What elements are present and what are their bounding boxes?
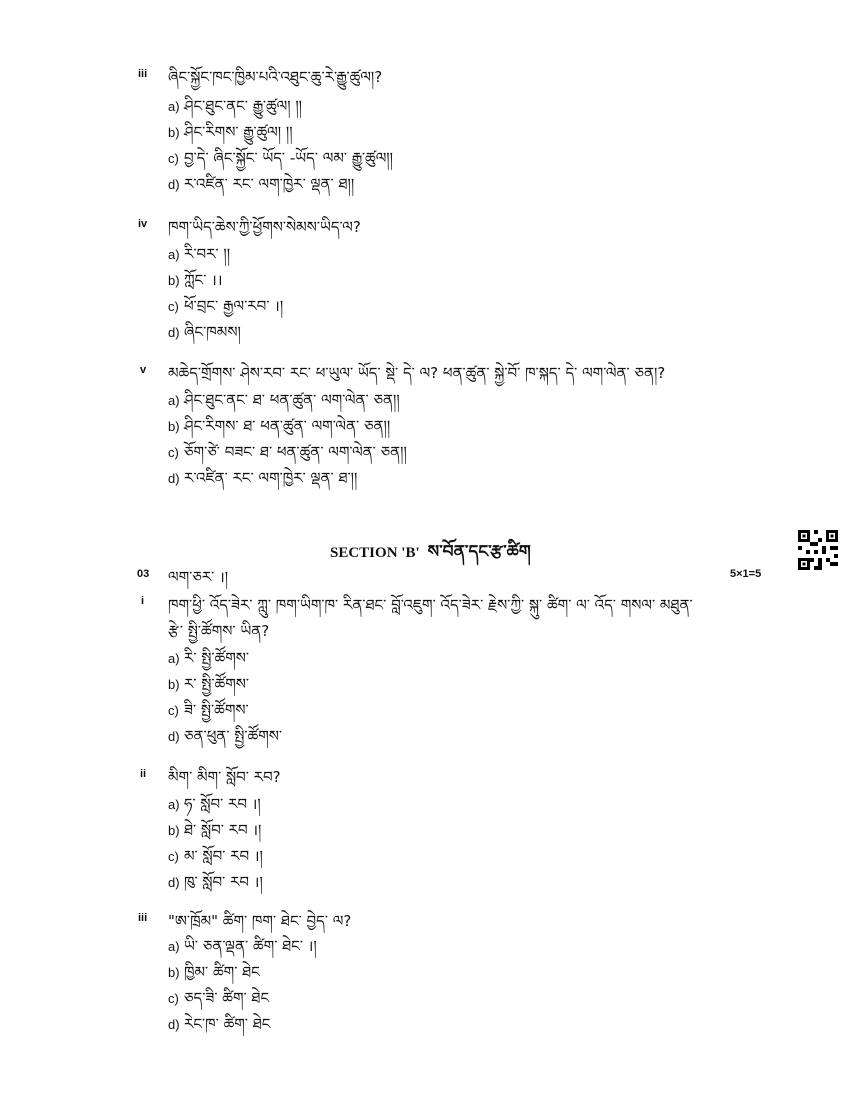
question-number: i: [141, 595, 145, 607]
section-heading: [330, 532, 531, 580]
option-label: d): [168, 177, 180, 192]
option-d: [168, 872, 263, 893]
option-text: ཤིང་རིགས་ ཐ་ ཕན་ཚུན་ ལག་ལེན་ ཅན།།: [184, 417, 391, 435]
question-number: 03: [137, 568, 150, 580]
option-text: རེང་ཁ་ ཚིག་ ཐེང: [184, 1015, 271, 1033]
option-text: ཅོག་ཙེ་ བཟང་ ཐ་ ཕན་ཚུན་ ལག་ལེན་ ཅན།།: [184, 443, 407, 461]
question-stem-continued: རྩེ་ སྤྱི་ཚོགས་ ཡིན?: [168, 622, 270, 640]
option-text: ཅད་ཟི་ ཚིག་ ཐེང: [184, 989, 270, 1007]
option-b: [168, 962, 260, 983]
question-stem: མཆེད་གྲོགས་ ཤེས་རབ་ རང་ ཕ་ཡུལ་ ཡོད་ སྡེ་ དེ་ ལ? ཕན་ཚུན་ སྐྱེ་བོ་ ཁ་སྐད་ དེ་ ལག་ལེན་ ཅན།?: [168, 364, 666, 382]
option-text: ར་འཛིན་ རང་ ལག་ཁྱེར་ ལྡན་ ཐ་།།: [184, 469, 358, 487]
option-b: [168, 674, 249, 695]
option-text: ཟི་ སྤྱི་ཚོགས་: [184, 701, 249, 719]
question-stem: ཁག་ཡིད་ཆེས་ཀྱི་ཕྱོགས་སེམས་ཡིད་ལ?: [168, 218, 361, 236]
option-text: ར་འཛིན་ རང་ ལག་ཁྱེར་ ལྡན་ ཐ།།: [184, 175, 355, 193]
option-c: [168, 296, 283, 317]
option-b: [168, 416, 390, 437]
option-label: d): [168, 325, 180, 340]
option-label: c): [168, 991, 179, 1006]
option-text: ཤིང་ཐུང་ནང་ ཐ་ ཕན་ཚུན་ ལག་ལེན་ ཅན།།: [184, 391, 400, 409]
option-text: ཧ་ སློབ་ རབ ।།: [184, 795, 261, 813]
option-text: ཁུ་ སློབ་ རབ ।།: [184, 873, 263, 891]
option-c: [168, 442, 407, 463]
option-text: ཤིང་ཐུང་ནང་ རྒྱུ་ཚུལ། །།: [184, 97, 303, 115]
option-text: ཞིང་ཁམས།: [184, 323, 241, 341]
option-text: ཀློང་ ।।: [184, 271, 223, 289]
option-b: [168, 122, 293, 143]
option-label: d): [168, 471, 180, 486]
option-d: [168, 1014, 270, 1035]
question-stem: ཁག་ཕྱི་ འོད་ཟེར་ ཀླུ་ ཁག་ཡིག་ཁ་ རིན་ཐང་ བློ་འཇུག་ འོད་ཟེར་ རྗེས་ཀྱི་ སྐུ་ ཚིག་ ལ་ འོད་ གསལ་ མཐུན་: [168, 596, 693, 614]
option-label: c): [168, 151, 179, 166]
option-c: [168, 148, 393, 169]
option-label: d): [168, 729, 180, 744]
option-label: a): [168, 939, 180, 954]
question-number: iii: [138, 912, 148, 924]
option-a: [168, 794, 261, 815]
option-label: b): [168, 273, 180, 288]
option-a: [168, 936, 317, 957]
option-text: རི་ སྤྱི་ཚོགས་: [184, 649, 250, 667]
option-label: c): [168, 703, 179, 718]
option-a: [168, 390, 400, 411]
option-text: ཁྱིམ་ ཚིག་ ཐེང: [184, 963, 260, 981]
option-text: རི་བར་ །།: [184, 245, 231, 263]
option-text: ཕོ་བྲང་ རྒྱལ་རབ་ ।།: [184, 297, 284, 315]
option-label: a): [168, 797, 180, 812]
option-label: b): [168, 965, 180, 980]
section-title: SECTION 'B': [330, 545, 420, 561]
option-d: [168, 726, 282, 747]
option-label: b): [168, 677, 180, 692]
option-text: བྱ་དེ་ ཞིང་སྐྱོང་ ཡོད་ -ཡོད་ ལམ་ རྒྱུ་ཚུལ།།: [184, 149, 393, 167]
option-label: a): [168, 247, 180, 262]
option-text: མ་ སློབ་ རབ ।།: [184, 847, 263, 865]
question-number: v: [140, 364, 147, 376]
question-number: iii: [138, 68, 148, 80]
question-stem: ཞིང་སྐྱོང་ཁང་ཁྱིམ་པའི་འཐུང་ཆུ་རེ་རྒྱུ་ཚུལ།?: [168, 68, 383, 86]
option-d: [168, 174, 354, 195]
option-d: [168, 468, 357, 489]
option-text: ཡི་ ཅན་ལྡན་ ཚིག་ ཐེང་ ।།: [184, 937, 317, 955]
option-c: [168, 988, 269, 1009]
option-label: b): [168, 125, 180, 140]
option-text: ར་ སྤྱི་ཚོགས་: [184, 675, 250, 693]
option-label: c): [168, 299, 179, 314]
section-subtitle: ས་བོན་དང་རྩ་ཚིག: [427, 542, 531, 562]
question-stem: "ཨ་ཁྲོམ" ཚིག་ ཁག་ ཐེང་ བྱེད་ ལ?: [168, 912, 352, 930]
question-number: ii: [140, 768, 147, 780]
option-a: [168, 648, 249, 669]
option-c: [168, 700, 249, 721]
qr-code-icon: [798, 530, 838, 570]
option-text: ཤིང་རིགས་ རྒྱུ་ཚུལ། །།: [184, 123, 293, 141]
option-a: [168, 244, 230, 265]
option-c: [168, 846, 263, 867]
option-label: a): [168, 651, 180, 666]
option-label: a): [168, 99, 180, 114]
option-label: c): [168, 849, 179, 864]
option-b: [168, 820, 261, 841]
option-label: b): [168, 419, 180, 434]
option-label: d): [168, 1017, 180, 1032]
option-label: a): [168, 393, 180, 408]
question-number: iv: [138, 218, 148, 230]
option-text: ཐེ་ སློབ་ རབ ।།: [184, 821, 262, 839]
option-a: [168, 96, 302, 117]
option-b: [168, 270, 223, 291]
option-text: ཅན་ཕུན་ སྤྱི་ཚོགས་: [184, 727, 283, 745]
option-d: [168, 322, 241, 343]
question-stem: ལག་ཅར་ ।།: [168, 568, 229, 586]
option-label: d): [168, 875, 180, 890]
marks-label: 5×1=5: [730, 568, 762, 580]
option-label: c): [168, 445, 179, 460]
question-stem: མིག་ མིག་ སློབ་ རབ?: [168, 768, 281, 786]
option-label: b): [168, 823, 180, 838]
